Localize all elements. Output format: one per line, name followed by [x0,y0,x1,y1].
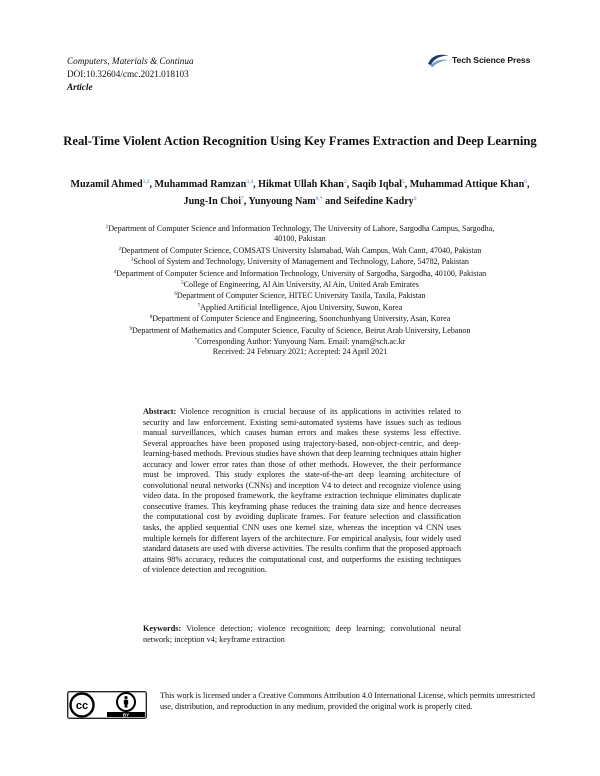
cc-by-license-badge[interactable] [67,691,147,719]
affiliation: $^1$Department of Computer Science and Information Technology, The University of Lahore, Sargodha Campus, Sargodha, [105,224,495,233]
abstract-label: Abstract: [143,407,177,416]
journal-name: Computers, Materials & Continua [67,56,194,66]
publisher-name: Tech Science Press [452,55,531,65]
keywords-label: Keywords: [143,624,182,633]
affiliation: $^7$Applied Artificial Intelligence, Ajou University, Suwon, Korea [197,302,403,312]
affiliation: $^4$Department of Computer Science and Information Technology, University of Sargodha, Sargodha, 40100, Pakistan [113,268,487,278]
corresponding-author: *Corresponding Author: Yunyoung Nam. Email: ynam@sch.ac.kr [194,337,406,347]
publisher-logo [426,52,538,68]
person-icon [117,693,135,711]
license-text: This work is licensed under a Creative Commons Attribution 4.0 International License, which permits unrestricted use, distribution, and reproduction in any medium, provided the original work is properly cited. [160,691,535,711]
author: Hikmat Ullah Khan$^2$ [258,179,347,190]
journal-header [67,55,194,94]
affiliation-continuation: 40100, Pakistan [274,234,326,244]
affiliation: $^2$Department of Computer Science, COMSATS University Islamabad, Wah Campus, Wah Cantt, 47040, Pakistan [118,245,482,255]
affiliations [62,223,538,358]
paper-title: Real-Time Violent Action Recognition Using Key Frames Extraction and Deep Learning [63,134,537,148]
cc-icon [71,694,94,717]
received-accepted-dates: Received: 24 February 2021; Accepted: 24 April 2021 [212,347,388,357]
svg-text:cc: cc [75,700,89,712]
author: Jung-In Choi$^7$ [183,196,244,207]
keywords [143,624,461,645]
abstract [143,407,461,576]
author: Seifedine Kadry$^9$ [343,196,417,207]
keywords-text: Violence detection; violence recognition; deep learning; convolutional neural network; inception v4; keyframe extraction [143,624,461,644]
affiliation: $^8$Department of Computer Science and Engineering, Soonchunhyang University, Asan, Korea [149,314,451,324]
abstract-text: Violence recognition is crucial because of its applications in activities related to security and law enforcement. Existing semi-automated systems have issues such as tedious manual surveillances, which causes human errors and makes these systems less effective. Several approaches have been proposed using trajectory-based, non-object-centric, and deep-learning-based methods. Previous studies have shown that deep learning techniques attain higher accuracy and lower error rates than those of other methods. However, the their performance must be improved. This study explores the state-of-the-art deep learning architecture of convolutional neural networks (CNNs) and inception V4 to detect and recognize violence using video data. In the proposed framework, the keyframe extraction technique eliminates duplicate consecutive frames. This keyframing phase reduces the training data size and hence decreases the computational cost by avoiding duplicate frames. For feature selection and classification tasks, the applied sequential CNN uses one kernel size, whereas the inception v4 CNN uses multiple kernels for different layers of the architecture. For empirical analysis, four widely used standard datasets are used with diverse activities. The results confirm that the proposed approach attains 98% accuracy, reduces the computational cost, and outperforms the existing techniques of violence detection and recognition. [143,407,461,575]
author: Muhammad Attique Khan$^6$ [409,179,527,190]
author: Muzamil Ahmed$^{1,2}$ [70,179,150,190]
author: Saqib Iqbal$^5$ [351,179,405,190]
article-type: Article [67,82,93,92]
affiliation: $^5$College of Engineering, Al Ain University, Al Ain, United Arab Emirates [181,280,419,290]
author-list: Muzamil Ahmed$^{1,2}$, Muhammad Ramzan$^{3,4}$, Hikmat Ullah Khan$^2$, Saqib Iqbal$^5$, Muhammad Attique Khan$^6$, Jung-In Choi$^7$, Yunyoung Nam$^{8,*}$ and Seifedine Kadry$^9$ [70,179,530,207]
affiliation: $^6$Department of Computer Science, HITEC University Taxila, Taxila, Pakistan [174,291,426,301]
affiliation: $^3$School of System and Technology, University of Management and Technology, Lahore, 54782, Pakistan [131,257,469,267]
doi[interactable]: DOI:10.32604/cmc.2021.018103 [67,69,189,79]
svg-text:BY: BY [122,712,130,718]
author: Muhammad Ramzan$^{3,4}$ [154,179,254,190]
publisher-logo-icon [426,52,450,68]
author: Yunyoung Nam$^{8,*}$ [248,196,323,207]
affiliation: $^9$Department of Mathematics and Computer Science, Faculty of Science, Beirut Arab University, Lebanon [129,325,471,335]
